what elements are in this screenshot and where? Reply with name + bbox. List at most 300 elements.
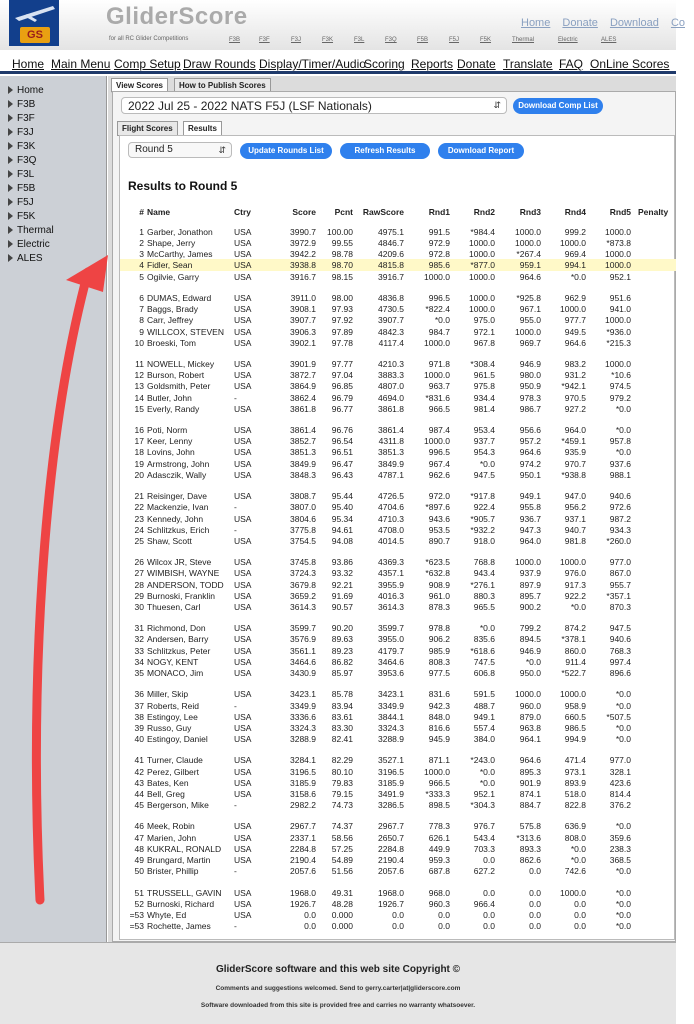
tab-results[interactable]: Results bbox=[183, 121, 222, 136]
class-link-f3j[interactable]: F3J bbox=[291, 37, 302, 43]
table-cell: 26 bbox=[134, 557, 144, 568]
table-cell: 3599.7 bbox=[378, 623, 404, 634]
tab-view-scores[interactable]: View Scores bbox=[111, 78, 168, 93]
menu-translate[interactable]: Translate bbox=[503, 57, 553, 71]
table-cell: 97.77 bbox=[331, 359, 353, 370]
table-cell: 3851.3 bbox=[378, 447, 404, 458]
table-cell: 0.0 bbox=[483, 909, 495, 920]
table-cell: 0.0 bbox=[392, 920, 404, 931]
table-cell[interactable]: Burson, Robert bbox=[147, 370, 205, 381]
table-cell: 2190.4 bbox=[378, 854, 404, 865]
table-cell: 2284.8 bbox=[378, 843, 404, 854]
table-cell: 14 bbox=[134, 392, 144, 403]
table-cell: 937.1 bbox=[564, 513, 586, 524]
table-cell: 3430.9 bbox=[290, 667, 316, 678]
class-link-f3b[interactable]: F3B bbox=[229, 37, 241, 43]
table-cell[interactable]: TRUSSELL, GAVIN bbox=[147, 887, 222, 898]
table-cell[interactable]: Burnoski, Franklin bbox=[147, 590, 216, 601]
table-cell[interactable]: DUMAS, Edward bbox=[147, 293, 212, 304]
sidebar-item-f3j[interactable] bbox=[8, 127, 34, 138]
table-cell: 3 bbox=[139, 249, 144, 260]
table-cell: USA bbox=[234, 227, 252, 237]
table-cell: 927.2 bbox=[564, 403, 586, 414]
table-cell: 11 bbox=[135, 359, 144, 370]
table-cell: *0.0 bbox=[570, 854, 586, 865]
select-arrows-icon: ⇵ bbox=[493, 100, 501, 110]
table-cell: *10.6 bbox=[611, 370, 631, 381]
table-cell: 966.5 bbox=[428, 777, 450, 788]
top-link-download[interactable]: Download bbox=[609, 17, 659, 29]
table-cell: 947.5 bbox=[609, 623, 631, 634]
table-cell: 969.4 bbox=[564, 249, 586, 260]
table-cell[interactable]: Russo, Guy bbox=[147, 722, 192, 733]
table-cell: 9 bbox=[139, 326, 144, 337]
class-link-thermal[interactable]: Thermal bbox=[512, 37, 535, 43]
table-cell: 0.0 bbox=[483, 854, 495, 865]
table-cell: 936.7 bbox=[519, 513, 541, 524]
class-link-f5j[interactable]: F5J bbox=[449, 37, 460, 43]
table-cell: 27 bbox=[134, 568, 144, 579]
table-cell[interactable]: Whyte, Ed bbox=[147, 909, 187, 920]
table-cell: *618.6 bbox=[470, 645, 495, 656]
table-cell: 874.1 bbox=[519, 788, 541, 799]
sidebar-item-f5j[interactable] bbox=[8, 197, 34, 208]
table-cell: *0.0 bbox=[615, 909, 631, 920]
table-cell: 46 bbox=[134, 821, 144, 832]
table-cell: *0.0 bbox=[615, 733, 631, 744]
table-cell: 3423.1 bbox=[378, 689, 404, 700]
table-cell: 2284.8 bbox=[290, 843, 316, 854]
table-cell: 703.3 bbox=[473, 843, 495, 854]
sidebar-item-f3f[interactable] bbox=[8, 113, 35, 124]
table-cell: 2982.2 bbox=[290, 800, 316, 810]
sidebar-item-f5b[interactable] bbox=[8, 183, 35, 194]
brand-title: GliderScore bbox=[106, 3, 248, 30]
table-cell[interactable]: Burnoski, Richard bbox=[147, 898, 215, 909]
menu-reports[interactable]: Reports bbox=[411, 57, 454, 71]
tab-flight-scores[interactable]: Flight Scores bbox=[117, 121, 178, 136]
table-cell: 976.0 bbox=[564, 568, 586, 579]
gliderscore-logo[interactable] bbox=[9, 0, 59, 46]
column-header: Rnd3 bbox=[519, 207, 541, 217]
table-cell[interactable]: Rochette, James bbox=[147, 920, 211, 931]
table-cell: 3911.0 bbox=[290, 293, 316, 304]
table-cell: 3336.6 bbox=[290, 711, 316, 722]
class-link-electric[interactable]: Electric bbox=[558, 37, 578, 43]
table-cell[interactable]: KUKRAL, RONALD bbox=[147, 843, 222, 854]
table-cell: 6 bbox=[139, 293, 144, 304]
table-cell: 3754.5 bbox=[290, 535, 316, 546]
site-header bbox=[0, 0, 685, 50]
table-cell[interactable]: MONACO, Jim bbox=[147, 667, 204, 678]
table-cell: 3561.1 bbox=[290, 645, 316, 656]
menu-main-menu[interactable]: Main Menu bbox=[51, 57, 111, 71]
menu-draw-rounds[interactable]: Draw Rounds bbox=[183, 57, 256, 71]
table-cell: 970.7 bbox=[564, 458, 586, 469]
sidebar-item-f3k[interactable] bbox=[8, 141, 35, 152]
table-cell[interactable]: Everly, Randy bbox=[147, 403, 200, 414]
table-cell: 4117.4 bbox=[378, 337, 404, 348]
sidebar-item-home[interactable] bbox=[8, 85, 44, 96]
table-cell[interactable]: Bates, Ken bbox=[147, 777, 189, 788]
table-cell: 4726.5 bbox=[378, 491, 404, 502]
column-header: RawScore bbox=[362, 207, 404, 217]
table-cell[interactable]: Ogilvie, Garry bbox=[147, 271, 199, 282]
table-cell: 3158.6 bbox=[290, 788, 316, 799]
table-cell[interactable]: Turner, Claude bbox=[147, 755, 203, 766]
table-cell: 51 bbox=[134, 887, 144, 898]
table-cell[interactable]: NOGY, KENT bbox=[147, 656, 199, 667]
table-cell: 3916.7 bbox=[290, 271, 316, 282]
menu-faq[interactable]: FAQ bbox=[559, 57, 584, 71]
sidebar-item-f3b[interactable] bbox=[8, 99, 35, 110]
table-cell: USA bbox=[234, 656, 252, 667]
table-cell: 4311.8 bbox=[378, 436, 404, 447]
table-cell: 964.6 bbox=[519, 271, 541, 282]
table-cell: 778.3 bbox=[428, 821, 450, 832]
table-cell: 963.7 bbox=[428, 381, 450, 392]
table-cell[interactable]: Adasczik, Wally bbox=[147, 469, 207, 480]
table-cell: 999.2 bbox=[564, 227, 586, 237]
table-cell: 98.78 bbox=[331, 249, 353, 260]
top-link-home[interactable]: Home bbox=[521, 17, 551, 29]
table-cell[interactable]: Brister, Phillip bbox=[147, 866, 199, 877]
table-cell: 10 bbox=[134, 337, 144, 348]
table-cell: 1000.0 bbox=[469, 293, 495, 304]
table-cell: 0.0 bbox=[529, 866, 541, 877]
download-report-button[interactable]: Download Report bbox=[438, 143, 524, 159]
table-cell: 937.9 bbox=[519, 568, 541, 579]
table-cell: 1000.0 bbox=[515, 689, 541, 700]
class-link-f5b[interactable]: F5B bbox=[417, 37, 429, 43]
table-cell[interactable]: Carr, Jeffrey bbox=[147, 315, 194, 326]
table-cell: *942.1 bbox=[561, 381, 586, 392]
sidebar-item-label: F3Q bbox=[17, 155, 37, 166]
table-cell: 1000.0 bbox=[469, 249, 495, 260]
table-cell: 979.2 bbox=[609, 392, 631, 403]
table-cell: *0.0 bbox=[479, 766, 495, 777]
table-cell: 97.78 bbox=[331, 337, 353, 348]
class-link-f5k[interactable]: F5K bbox=[480, 37, 492, 43]
class-link-f3q[interactable]: F3Q bbox=[385, 37, 397, 43]
table-cell: 974.5 bbox=[609, 381, 631, 392]
table-cell[interactable]: Schlitzkus, Erich bbox=[147, 524, 210, 535]
table-cell[interactable]: Shape, Jerry bbox=[147, 238, 196, 249]
table-cell[interactable]: NOWELL, Mickey bbox=[147, 359, 215, 370]
table-cell: 987.2 bbox=[609, 513, 631, 524]
table-cell[interactable]: Meek, Robin bbox=[147, 821, 195, 832]
table-cell: USA bbox=[234, 854, 252, 865]
class-link-f3f[interactable]: F3F bbox=[259, 37, 270, 43]
sidebar-item-f3l[interactable] bbox=[8, 169, 34, 180]
table-cell: 960.0 bbox=[519, 700, 541, 711]
table-cell: 36 bbox=[134, 689, 144, 700]
class-link-f3k[interactable]: F3K bbox=[322, 37, 334, 43]
table-cell: 3901.9 bbox=[290, 359, 316, 370]
table-cell: 3349.9 bbox=[378, 700, 404, 711]
table-cell: 2 bbox=[139, 238, 144, 249]
table-cell[interactable]: Lovins, John bbox=[147, 447, 195, 458]
expand-triangle-icon bbox=[8, 100, 13, 108]
expand-triangle-icon bbox=[8, 114, 13, 122]
table-cell[interactable]: Poti, Norm bbox=[147, 425, 188, 436]
refresh-results-button[interactable]: Refresh Results bbox=[340, 143, 430, 159]
table-cell: 238.3 bbox=[609, 843, 631, 854]
table-cell: 48.28 bbox=[331, 898, 353, 909]
table-cell: USA bbox=[234, 370, 252, 381]
table-cell[interactable]: Wilcox JR, Steve bbox=[147, 557, 212, 568]
table-cell: 972.6 bbox=[609, 502, 631, 513]
table-cell: 4179.7 bbox=[378, 645, 404, 656]
menu-comp-setup[interactable]: Comp Setup bbox=[114, 57, 181, 71]
table-cell: 52 bbox=[134, 898, 144, 909]
table-cell: 29 bbox=[134, 590, 144, 601]
table-cell: 3851.3 bbox=[290, 447, 316, 458]
table-cell: 957.8 bbox=[609, 436, 631, 447]
table-cell: 3324.3 bbox=[290, 722, 316, 733]
table-cell: 0.0 bbox=[574, 909, 586, 920]
table-cell: *0.0 bbox=[615, 403, 631, 414]
table-cell: 4842.3 bbox=[378, 326, 404, 337]
table-cell: *623.5 bbox=[425, 557, 450, 568]
table-cell[interactable]: Mackenzie, Ivan bbox=[147, 502, 209, 513]
table-cell[interactable]: WILLCOX, STEVEN bbox=[147, 326, 224, 337]
expand-triangle-icon bbox=[8, 156, 13, 164]
table-cell[interactable]: Roberts, Reid bbox=[147, 700, 199, 711]
table-cell: 8 bbox=[139, 315, 144, 326]
table-cell: 1000.0 bbox=[424, 436, 450, 447]
table-cell: USA bbox=[234, 843, 252, 854]
table-cell: 3861.8 bbox=[378, 403, 404, 414]
table-cell: 943.4 bbox=[473, 568, 495, 579]
table-cell: 958.9 bbox=[564, 700, 586, 711]
table-cell[interactable]: Garber, Jonathon bbox=[147, 227, 213, 237]
menu-scoring[interactable]: Scoring bbox=[364, 57, 405, 71]
table-cell[interactable]: Fidler, Sean bbox=[147, 260, 193, 271]
table-cell: 31 bbox=[134, 623, 144, 634]
brand-subtitle: for all RC Glider Competitions bbox=[109, 36, 189, 42]
table-cell: - bbox=[234, 502, 237, 513]
table-cell[interactable]: WIMBISH, WAYNE bbox=[147, 568, 220, 579]
table-cell: 952.1 bbox=[609, 271, 631, 282]
table-cell: 952.1 bbox=[473, 788, 495, 799]
table-cell: 3288.9 bbox=[290, 733, 316, 744]
expand-triangle-icon bbox=[8, 142, 13, 150]
table-cell: 960.3 bbox=[428, 898, 450, 909]
sidebar-item-label: Home bbox=[17, 85, 44, 96]
update-rounds-list-button[interactable]: Update Rounds List bbox=[240, 143, 332, 159]
table-cell: 965.5 bbox=[473, 601, 495, 612]
table-cell: 964.6 bbox=[519, 755, 541, 766]
download-comp-list-button[interactable]: Download Comp List bbox=[513, 98, 603, 114]
table-cell[interactable]: Broeski, Tom bbox=[147, 337, 196, 348]
table-cell: 742.6 bbox=[564, 866, 586, 877]
table-cell: 3614.3 bbox=[378, 601, 404, 612]
table-cell[interactable]: Miller, Skip bbox=[147, 689, 189, 700]
table-cell: 862.6 bbox=[519, 854, 541, 865]
table-cell[interactable]: Bell, Greg bbox=[147, 788, 185, 799]
table-cell: 897.9 bbox=[519, 579, 541, 590]
table-cell: 34 bbox=[134, 656, 144, 667]
table-cell: 949.1 bbox=[519, 491, 541, 502]
table-cell: 40 bbox=[134, 733, 144, 744]
table-cell: 2967.7 bbox=[378, 821, 404, 832]
menu-donate[interactable]: Donate bbox=[457, 57, 496, 71]
table-cell: USA bbox=[234, 667, 252, 678]
sidebar-item-label: ALES bbox=[17, 253, 43, 264]
table-cell: *522.7 bbox=[561, 667, 586, 678]
table-cell: USA bbox=[234, 513, 252, 524]
table-cell[interactable]: Thuesen, Carl bbox=[147, 601, 201, 612]
table-cell[interactable]: Butler, John bbox=[147, 392, 192, 403]
table-cell[interactable]: Richmond, Don bbox=[147, 623, 206, 634]
table-cell: 21 bbox=[134, 491, 144, 502]
table-cell: USA bbox=[234, 491, 252, 502]
table-cell[interactable]: Schlitzkus, Peter bbox=[147, 645, 211, 656]
table-cell: 955.0 bbox=[519, 315, 541, 326]
table-cell: *0.0 bbox=[615, 689, 631, 700]
table-cell: 28 bbox=[134, 579, 144, 590]
table-cell: 980.0 bbox=[519, 370, 541, 381]
table-cell: *357.1 bbox=[606, 590, 631, 601]
table-cell: 917.3 bbox=[564, 579, 586, 590]
table-cell: 89.23 bbox=[331, 645, 353, 656]
table-cell: 384.0 bbox=[473, 733, 495, 744]
table-cell: 98.00 bbox=[331, 293, 353, 304]
table-cell: 968.0 bbox=[428, 887, 450, 898]
table-cell: 967.8 bbox=[473, 337, 495, 348]
menu-display-timer-audio[interactable]: Display/Timer/Audio bbox=[259, 57, 366, 71]
table-cell[interactable]: Shaw, Scott bbox=[147, 535, 192, 546]
table-cell: *897.6 bbox=[425, 502, 450, 513]
table-cell: 3527.1 bbox=[378, 755, 404, 766]
table-cell[interactable]: McCarthy, James bbox=[147, 249, 213, 260]
table-cell: 4209.6 bbox=[378, 249, 404, 260]
table-cell[interactable]: Bergerson, Mike bbox=[147, 800, 209, 810]
table-cell[interactable]: ANDERSON, TODD bbox=[147, 579, 224, 590]
class-link-ales[interactable]: ALES bbox=[601, 37, 617, 43]
top-link-contact[interactable]: Co bbox=[670, 17, 685, 29]
table-cell: 4975.1 bbox=[378, 227, 404, 237]
table-cell: *0.0 bbox=[615, 425, 631, 436]
table-cell: 955.7 bbox=[609, 579, 631, 590]
table-cell: 955.8 bbox=[519, 502, 541, 513]
table-cell[interactable]: Baggs, Brady bbox=[147, 304, 199, 315]
table-cell: 43 bbox=[134, 777, 144, 788]
table-cell[interactable]: Andersen, Barry bbox=[147, 634, 209, 645]
table-cell[interactable]: Reisinger, Dave bbox=[147, 491, 208, 502]
top-link-donate[interactable]: Donate bbox=[562, 17, 598, 29]
table-cell: 0.0 bbox=[438, 909, 450, 920]
table-cell: USA bbox=[234, 689, 252, 700]
table-cell: 97.92 bbox=[331, 315, 353, 326]
class-link-f3l[interactable]: F3L bbox=[354, 37, 365, 43]
table-cell[interactable]: Perez, Gilbert bbox=[147, 766, 199, 777]
table-cell: USA bbox=[234, 381, 252, 392]
table-cell: *925.8 bbox=[516, 293, 541, 304]
table-cell: USA bbox=[234, 711, 252, 722]
sidebar-item-electric[interactable] bbox=[8, 239, 50, 250]
table-cell: 831.6 bbox=[428, 689, 450, 700]
table-cell: 30 bbox=[134, 601, 144, 612]
view-scores-panel bbox=[112, 91, 676, 942]
table-cell: 15 bbox=[134, 403, 144, 414]
table-cell: 941.0 bbox=[609, 304, 631, 315]
sidebar-item-label: Thermal bbox=[17, 225, 54, 236]
table-cell: 96.51 bbox=[331, 447, 353, 458]
table-cell: 934.3 bbox=[609, 524, 631, 535]
table-cell: 940.6 bbox=[609, 491, 631, 502]
table-cell: 893.9 bbox=[564, 777, 586, 788]
table-cell: 947.0 bbox=[564, 491, 586, 502]
table-cell: 1000.0 bbox=[515, 227, 541, 237]
table-cell: 966.4 bbox=[473, 898, 495, 909]
table-cell: 922.2 bbox=[564, 590, 586, 601]
competition-select[interactable] bbox=[121, 97, 507, 114]
table-cell: 627.2 bbox=[473, 866, 495, 877]
table-cell: 47 bbox=[134, 832, 144, 843]
sidebar-item-f5k[interactable] bbox=[8, 211, 35, 222]
table-cell[interactable]: Armstrong, John bbox=[147, 458, 210, 469]
sidebar-item-label: F3F bbox=[17, 113, 35, 124]
table-cell: 747.5 bbox=[473, 656, 495, 667]
menu-home[interactable]: Home bbox=[12, 57, 45, 71]
sidebar-item-thermal[interactable] bbox=[8, 225, 54, 236]
table-cell: 964.6 bbox=[564, 337, 586, 348]
table-cell: *507.5 bbox=[606, 711, 631, 722]
table-cell: 35 bbox=[134, 667, 144, 678]
table-cell: 959.3 bbox=[428, 854, 450, 865]
table-cell: 4014.5 bbox=[378, 535, 404, 546]
menu-online-scores[interactable]: OnLine Scores bbox=[590, 57, 670, 71]
table-cell: 922.4 bbox=[473, 502, 495, 513]
table-cell: 0.0 bbox=[529, 887, 541, 898]
table-cell: 4807.0 bbox=[378, 381, 404, 392]
table-cell: 24 bbox=[134, 524, 144, 535]
table-cell: USA bbox=[234, 458, 252, 469]
table-cell: 85.78 bbox=[331, 689, 353, 700]
table-cell: 3724.3 bbox=[290, 568, 316, 579]
table-cell: 814.4 bbox=[609, 788, 631, 799]
sidebar-item-ales[interactable] bbox=[8, 253, 43, 264]
tab-how-to-publish[interactable]: How to Publish Scores bbox=[174, 78, 271, 93]
table-cell: 99.55 bbox=[331, 238, 353, 249]
table-cell[interactable]: Brungard, Martin bbox=[147, 854, 211, 865]
table-cell[interactable]: Estingoy, Daniel bbox=[147, 733, 208, 744]
sidebar-item-f3q[interactable] bbox=[8, 155, 36, 166]
table-cell: 74.73 bbox=[331, 800, 353, 810]
table-cell[interactable]: Marien, John bbox=[147, 832, 197, 843]
table-cell: 3861.8 bbox=[290, 403, 316, 414]
table-cell: 3775.8 bbox=[290, 524, 316, 535]
round-select-value: Round 5 bbox=[135, 144, 173, 155]
footer-disclaimer: Software downloaded from this site is provided free and carries no warranty whatsoever. bbox=[200, 1002, 476, 1009]
table-cell[interactable]: Goldsmith, Peter bbox=[147, 381, 211, 392]
table-cell: *304.3 bbox=[470, 800, 495, 810]
table-cell: *243.0 bbox=[470, 755, 495, 766]
results-table bbox=[120, 136, 676, 941]
table-cell: 3942.2 bbox=[290, 249, 316, 260]
table-cell[interactable]: Estingoy, Lee bbox=[147, 711, 198, 722]
table-cell[interactable]: Kennedy, John bbox=[147, 513, 204, 524]
table-cell: 1000.0 bbox=[424, 271, 450, 282]
sidebar-item-label: F3K bbox=[17, 141, 36, 152]
table-cell: USA bbox=[234, 337, 252, 348]
table-cell: 940.6 bbox=[609, 634, 631, 645]
table-cell: 964.1 bbox=[519, 733, 541, 744]
table-cell: 3808.7 bbox=[290, 491, 316, 502]
table-cell[interactable]: Keer, Lenny bbox=[147, 436, 193, 447]
